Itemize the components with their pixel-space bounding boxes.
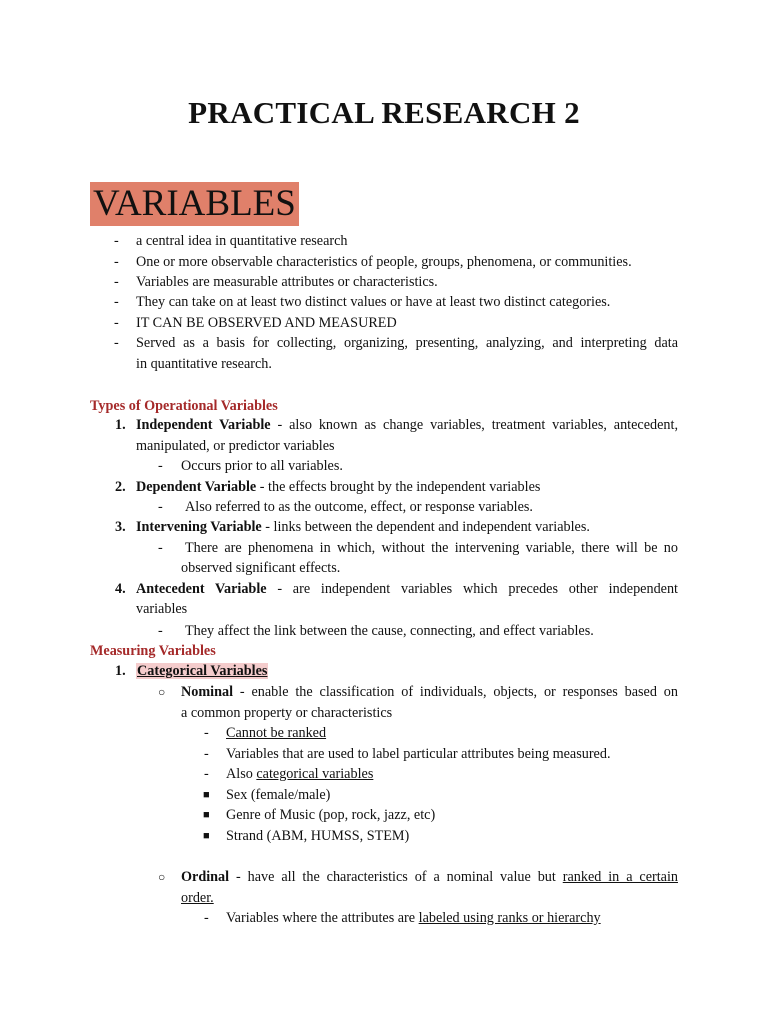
type-item-independent bbox=[136, 415, 678, 436]
nominal-point-also bbox=[226, 764, 373, 785]
circle-bullet: ○ bbox=[158, 685, 166, 699]
list-number: 2. bbox=[115, 479, 126, 495]
dash-bullet: - bbox=[204, 910, 209, 926]
type-description: - are independent variables which precedes other independent bbox=[266, 581, 679, 597]
ordinal-item bbox=[181, 867, 678, 888]
ordinal-term: Ordinal bbox=[181, 869, 230, 885]
nominal-example: Sex (female/male) bbox=[226, 787, 331, 803]
definition-item: They can take on at least two distinct values or have at least two distinct categories. bbox=[136, 294, 611, 310]
type-subpoint: Occurs prior to all variables. bbox=[181, 458, 343, 474]
type-description-continued: variables bbox=[136, 601, 188, 617]
dash-bullet: - bbox=[114, 254, 119, 270]
dash-bullet: - bbox=[158, 458, 163, 474]
dash-bullet: - bbox=[204, 766, 209, 782]
dash-bullet: - bbox=[114, 335, 119, 351]
nominal-term: Nominal bbox=[181, 684, 234, 700]
type-description: - the effects brought by the independent variables bbox=[256, 479, 541, 495]
dash-bullet: - bbox=[114, 274, 119, 290]
ordinal-ranked-text-continued: order. bbox=[181, 890, 214, 906]
square-bullet: ■ bbox=[203, 830, 210, 842]
measuring-heading: Measuring Variables bbox=[90, 643, 216, 659]
section-heading-variables: VARIABLES bbox=[90, 182, 299, 226]
nominal-example: Strand (ABM, HUMSS, STEM) bbox=[226, 828, 410, 844]
dash-bullet: - bbox=[114, 315, 119, 331]
type-term: Dependent Variable bbox=[136, 479, 257, 495]
also-prefix: Also bbox=[226, 766, 257, 782]
ordinal-point bbox=[226, 908, 601, 929]
square-bullet: ■ bbox=[203, 789, 210, 801]
type-term: Antecedent Variable bbox=[136, 581, 267, 597]
type-description: - also known as change variables, treatment variables, antecedent, bbox=[270, 417, 678, 433]
types-heading: Types of Operational Variables bbox=[90, 398, 278, 414]
ordinal-description: - have all the characteristics of a nominal value but bbox=[229, 869, 563, 885]
dash-bullet: - bbox=[204, 746, 209, 762]
dash-bullet: - bbox=[158, 623, 163, 639]
dash-bullet: - bbox=[158, 499, 163, 515]
circle-bullet: ○ bbox=[158, 870, 166, 884]
list-number: 1. bbox=[115, 663, 126, 679]
nominal-description-continued: a common property or characteristics bbox=[181, 705, 393, 721]
type-description-continued: manipulated, or predictor variables bbox=[136, 438, 335, 454]
type-subpoint: There are phenomena in which, without the intervening variable, there will be no bbox=[185, 540, 678, 556]
dash-bullet: - bbox=[114, 233, 119, 249]
type-description: - links between the dependent and independent variables. bbox=[261, 519, 590, 535]
nominal-example: Genre of Music (pop, rock, jazz, etc) bbox=[226, 807, 436, 823]
ordinal-point-prefix: Variables where the attributes are bbox=[226, 910, 419, 926]
definition-item: Served as a basis for collecting, organizing, presenting, analyzing, and interpreting data bbox=[136, 335, 678, 351]
ordinal-point-underlined: labeled using ranks or hierarchy bbox=[418, 910, 601, 926]
type-item-dependent bbox=[136, 477, 540, 498]
type-term: Independent Variable bbox=[136, 417, 271, 433]
nominal-item bbox=[181, 682, 678, 703]
nominal-point: Cannot be ranked bbox=[226, 725, 327, 741]
page-title: PRACTICAL RESEARCH 2 bbox=[188, 95, 580, 130]
nominal-point: Variables that are used to label particular attributes being measured. bbox=[226, 746, 611, 762]
type-term: Intervening Variable bbox=[136, 519, 262, 535]
definition-item: IT CAN BE OBSERVED AND MEASURED bbox=[136, 315, 397, 331]
type-subpoint-continued: observed significant effects. bbox=[181, 560, 341, 576]
dash-bullet: - bbox=[114, 294, 119, 310]
list-number: 3. bbox=[115, 519, 126, 535]
square-bullet: ■ bbox=[203, 809, 210, 821]
type-item-antecedent bbox=[136, 579, 678, 600]
list-number: 4. bbox=[115, 581, 126, 597]
highlighted-term: Categorical Variables bbox=[137, 663, 268, 679]
dash-bullet: - bbox=[158, 540, 163, 556]
categorical-variables-term: categorical variables bbox=[256, 766, 374, 782]
list-number: 1. bbox=[115, 417, 126, 433]
categorical-variables-heading bbox=[136, 661, 268, 682]
definition-item: One or more observable characteristics of people, groups, phenomena, or communities. bbox=[136, 254, 632, 270]
type-subpoint: Also referred to as the outcome, effect, or response variables. bbox=[185, 499, 533, 515]
nominal-description: - enable the classification of individuals, objects, or responses based on bbox=[233, 684, 678, 700]
ordinal-ranked-text: ranked in a certain bbox=[562, 869, 678, 885]
definition-item-continued: in quantitative research. bbox=[136, 356, 272, 372]
dash-bullet: - bbox=[204, 725, 209, 741]
definition-item: a central idea in quantitative research bbox=[136, 233, 348, 249]
type-item-intervening bbox=[136, 517, 590, 538]
definition-item: Variables are measurable attributes or characteristics. bbox=[136, 274, 438, 290]
type-subpoint: They affect the link between the cause, connecting, and effect variables. bbox=[185, 623, 594, 639]
